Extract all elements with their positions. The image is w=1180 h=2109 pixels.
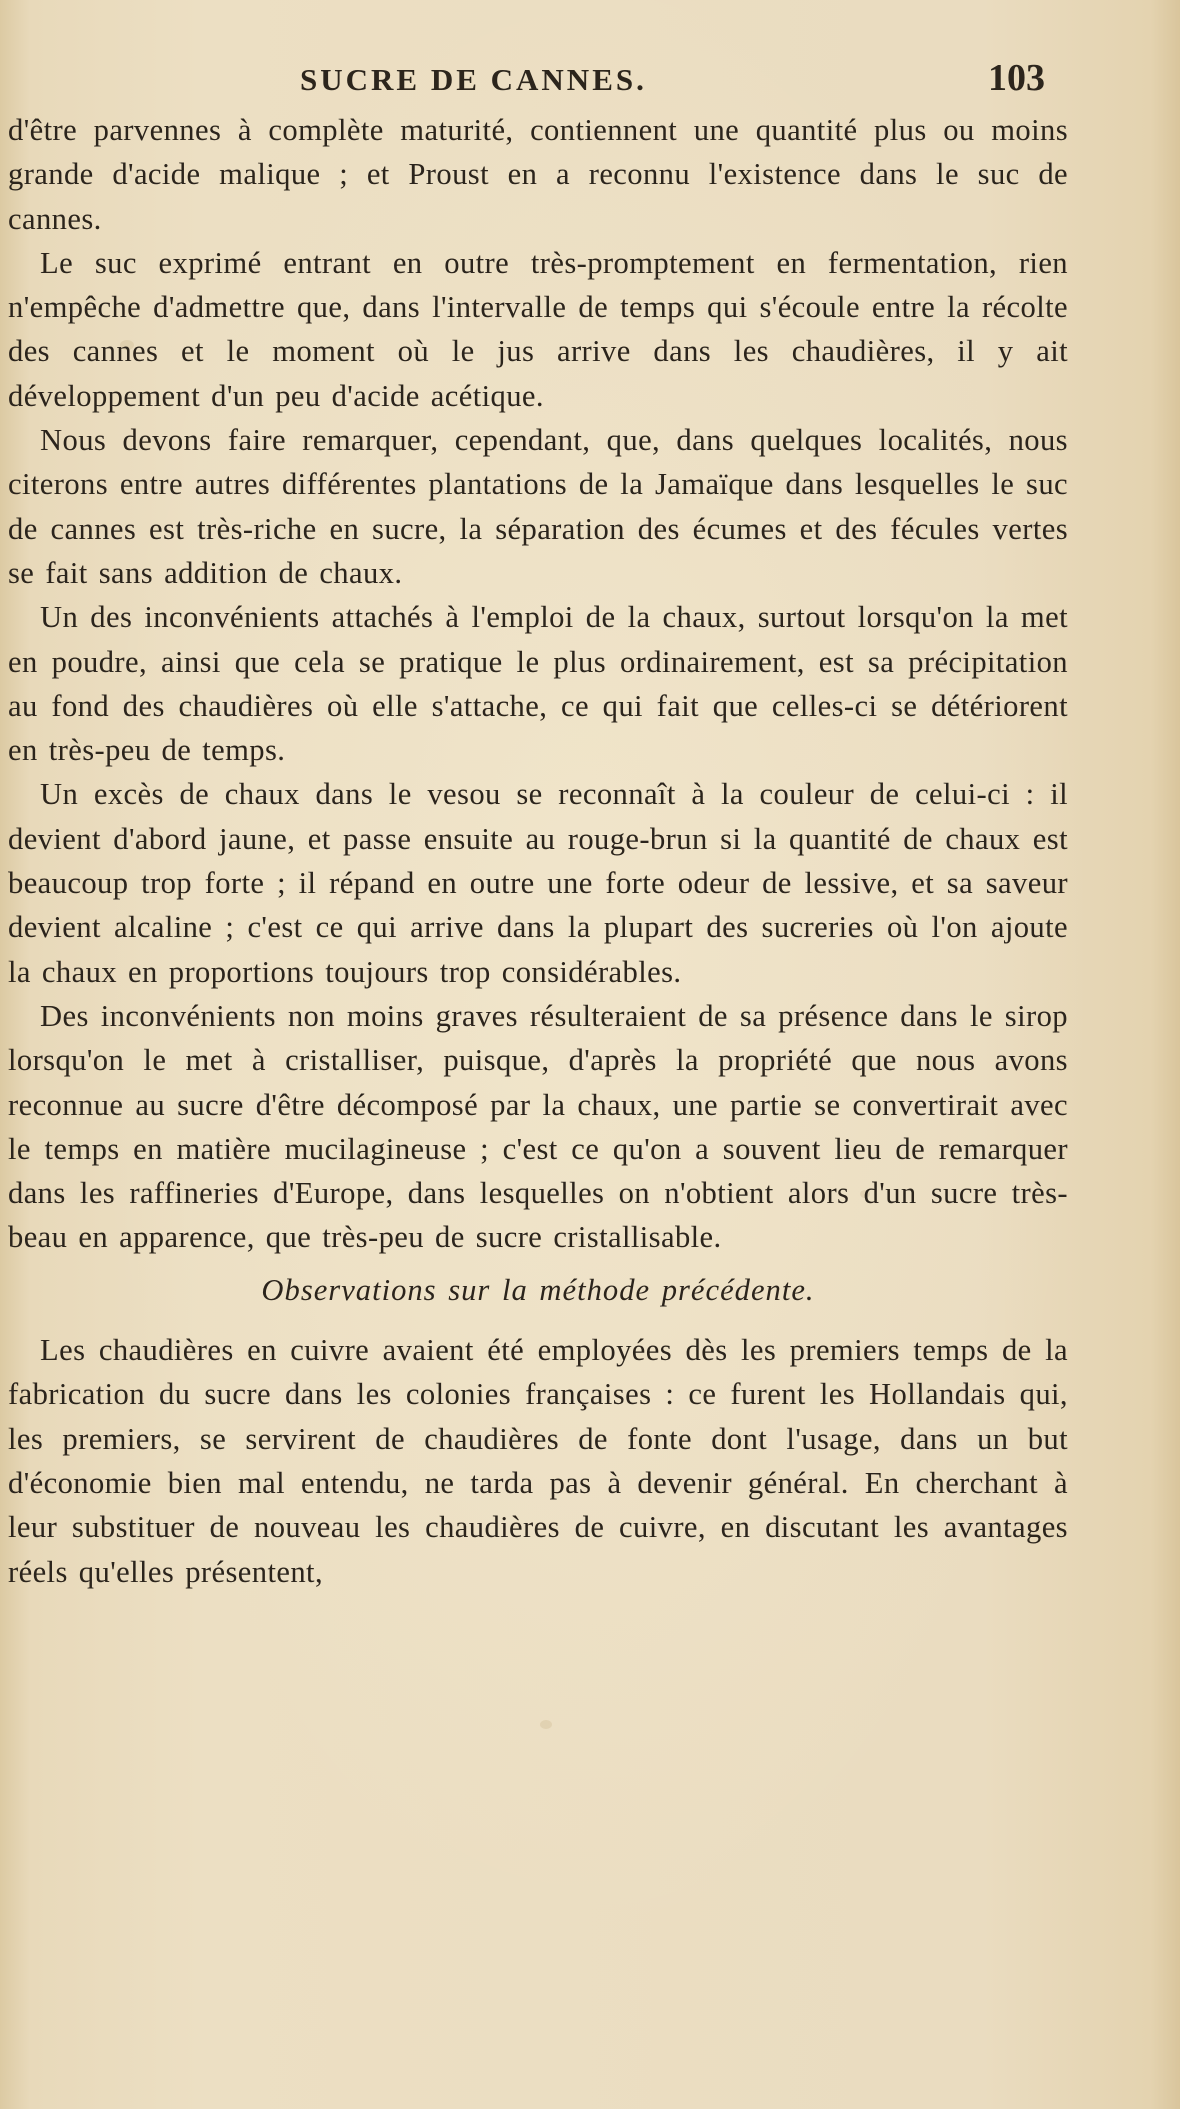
paragraph: Les chaudières en cuivre avaient été employées dès les premiers temps de la fabrication du sucre dans les colonies françaises : ce furent les Hollandais qui, les premiers, se servirent de chaudières de fonte dont l'usage, dans un but d'économie bien mal entendu, ne tarda pas à devenir général. En cherchant à leur substituer de nouveau les chaudières de cuivre, en discutant les avantages réels qu'elles présentent, (8, 1333, 1068, 1589)
paragraph: Un excès de chaux dans le vesou se reconnaît à la couleur de celui-ci : il devient d'abord jaune, et passe ensuite au rouge-brun si la quantité de chaux est beaucoup trop forte ; il répand en outre une forte odeur de lessive, et sa saveur devient alcaline ; c'est ce qui arrive dans la plupart des sucreries où l'on ajoute la chaux en proportions toujours trop considérables. (8, 777, 1068, 989)
body-text (8, 108, 1068, 1594)
paper-stain (540, 1720, 552, 1729)
paragraph: Le suc exprimé entrant en outre très-promptement en fermentation, rien n'empêche d'admettre que, dans l'intervalle de temps qui s'écoule entre la récolte des cannes et le moment où le jus arrive dans les chaudières, il y ait développement d'un peu d'acide acétique. (8, 245, 1068, 413)
page-number: 103 (988, 57, 1045, 99)
paragraph: Un des inconvénients attachés à l'emploi de la chaux, surtout lorsqu'on la met en poudre, ainsi que cela se pratique le plus ordinairement, est sa précipitation au fond des chaudières où elle s'attache, ce qui fait que celles-ci se détériorent en très-peu de temps. (8, 600, 1068, 768)
running-title: SUCRE DE CANNES. (300, 62, 647, 97)
paragraph: d'être parvennes à complète maturité, contiennent une quantité plus ou moins grande d'acide malique ; et Proust en a reconnu l'existence dans le suc de cannes. (8, 113, 1068, 236)
paragraph: Nous devons faire remarquer, cependant, que, dans quelques localités, nous citerons entre autres différentes plantations de la Jamaïque dans lesquelles le suc de cannes est très-riche en sucre, la séparation des écumes et des fécules vertes se fait sans addition de chaux. (8, 423, 1068, 590)
paragraph: Des inconvénients non moins graves résulteraient de sa présence dans le sirop lorsqu'on le met à cristalliser, puisque, d'après la propriété que nous avons reconnue au sucre d'être décomposé par la chaux, une partie se convertirait avec le temps en matière mucilagineuse ; c'est ce qu'on a souvent lieu de remarquer dans les raffineries d'Europe, dans lesquelles on n'obtient alors d'un sucre très-beau en apparence, que très-peu de sucre cristallisable. (8, 998, 1068, 1255)
page-header (0, 52, 1180, 112)
section-heading: Observations sur la méthode précédente. (261, 1272, 815, 1307)
